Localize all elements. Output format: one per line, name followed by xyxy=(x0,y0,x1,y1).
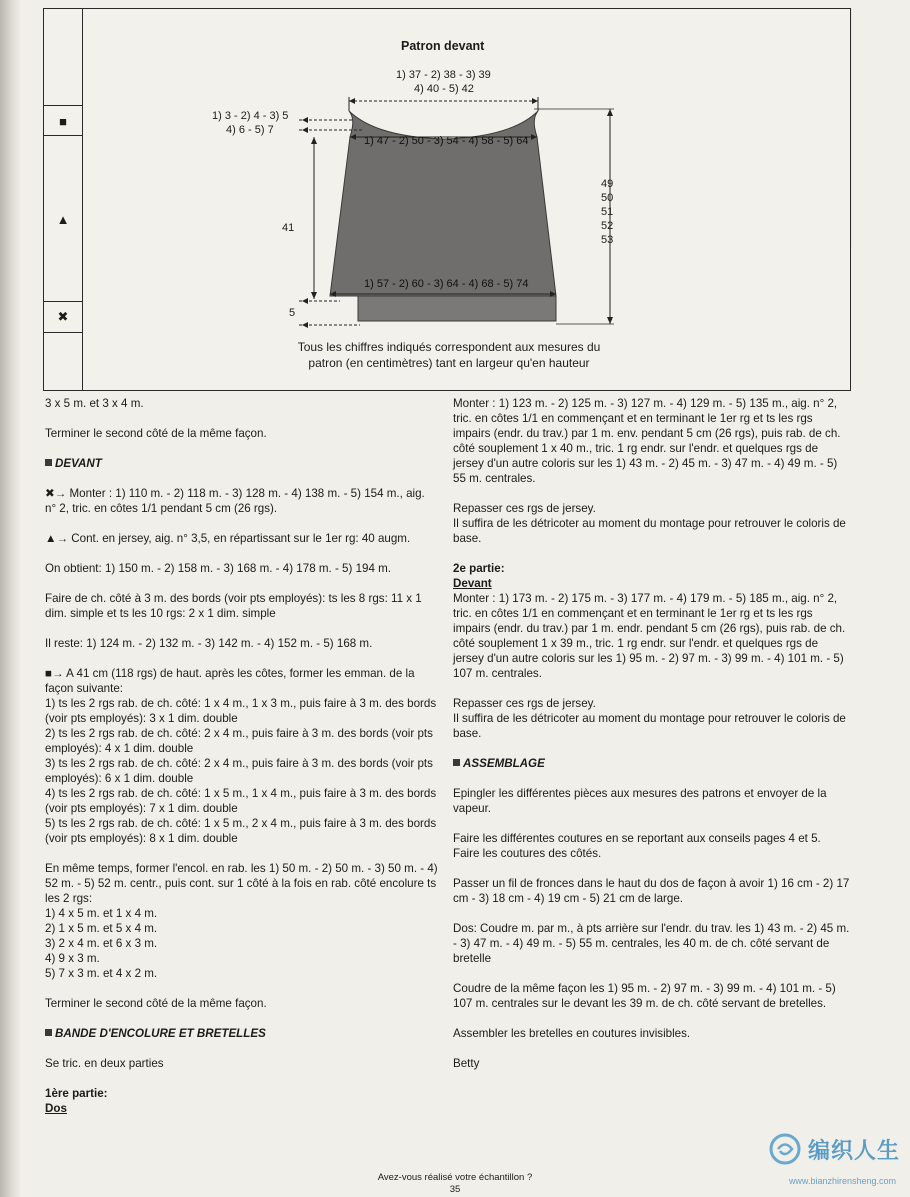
paragraph: Terminer le second côté de la même façon. xyxy=(45,997,267,1010)
paragraph: ■→ A 41 cm (118 rgs) de haut. après les côtes, former les emman. de la façon suivante: xyxy=(45,667,415,695)
footer-question: Avez-vous réalisé votre échantillon ? xyxy=(377,1172,533,1183)
top-width-label: 1) 47 - 2) 50 - 3) 54 - 4) 58 - 5) 64 xyxy=(364,135,529,147)
list-item: 4) 9 x 3 m. xyxy=(45,952,100,965)
paragraph: Il reste: 1) 124 m. - 2) 132 m. - 3) 142 m. - 4) 152 m. - 5) 168 m. xyxy=(45,637,373,650)
heading-square-icon xyxy=(45,1029,52,1036)
diagram-caption xyxy=(249,339,649,371)
paragraph: Faire de ch. côté à 3 m. des bords (voir pts employés): ts les 8 rgs: 11 x 1 dim. simple et ts les 10 rgs: 2 x 1 dim. simple xyxy=(45,592,422,620)
paragraph: Coudre de la même façon les 1) 95 m. - 2) 97 m. - 3) 99 m. - 4) 101 m. - 5) 107 m. centrales sur le devant les 39 m. de ch. côté servant de bretelles. xyxy=(453,982,836,1010)
section-heading-bande: BANDE D'ENCOLURE ET BRETELLES xyxy=(45,1026,438,1041)
subheading: Devant xyxy=(453,577,492,590)
diagram-title: Patron devant xyxy=(401,39,485,53)
square-symbol-icon: ■ xyxy=(59,113,67,129)
heading-square-icon xyxy=(45,459,52,466)
neck-width-label-2: 4) 40 - 5) 42 xyxy=(414,83,474,95)
subheading: 1ère partie: xyxy=(45,1087,108,1100)
section-heading-assemblage: ASSEMBLAGE xyxy=(453,756,850,771)
subheading: Dos xyxy=(45,1102,67,1115)
pattern-shape xyxy=(44,9,852,392)
watermark-url: www.bianzhirensheng.com xyxy=(788,1176,896,1186)
paragraph: Faire les coutures des côtés. xyxy=(453,847,602,860)
paragraph: Monter : 1) 173 m. - 2) 175 m. - 3) 177 m. - 4) 179 m. - 5) 185 m., aig. n° 2, tric. en côtes 1/1 en commençant et en terminant le 1er rg et ts les rgs impairs (endr. du trav.) par 1 m. endr. pendant 5 cm (26 rgs), puis rab. de ch. côté souplement 1 x 39 m., tric. 1 rg endr. sur l'endr. et quelques rgs de jersey d'un autre coloris sur les 1) 95 m. - 2) 97 m. - 3) 99 m. - 4) 101 m. - 5) 107 m. centrales. xyxy=(453,592,846,680)
paragraph: Il suffira de les détricoter au moment du montage pour retrouver le coloris de base. xyxy=(453,712,846,740)
paragraph: 3 x 5 m. et 3 x 4 m. xyxy=(45,397,144,410)
paragraph: Se tric. en deux parties xyxy=(45,1057,164,1070)
left-column xyxy=(45,396,438,1116)
paragraph: Repasser ces rgs de jersey. xyxy=(453,502,596,515)
paragraph: Monter : 1) 123 m. - 2) 125 m. - 3) 127 m. - 4) 129 m. - 5) 135 m., aig. n° 2, tric. en côtes 1/1 en commençant et en terminant le 1er rg et ts les rgs impairs (endr. du trav.) par 1 m. env. pendant 5 cm (26 rgs), puis rab. de ch. côté souplement 1 x 40 m., tric. 1 rg endr. sur l'endr. et quelques rgs de jersey d'un autre coloris sur les 1) 43 m. - 2) 45 m. - 3) 47 m. - 4) 49 m. - 5) 55 m. centrales. xyxy=(453,397,841,485)
caption-line: Tous les chiffres indiqués correspondent aux mesures du xyxy=(297,340,601,354)
signature: Betty xyxy=(453,1057,480,1070)
paragraph: Terminer le second côté de la même façon. xyxy=(45,427,267,440)
height-value: 52 xyxy=(601,220,614,232)
list-item: 1) 4 x 5 m. et 1 x 4 m. xyxy=(45,907,158,920)
paragraph: 2) ts les 2 rgs rab. de ch. côté: 2 x 4 m., puis faire à 3 m. des bords (voir pts employés): 4 x 1 dim. double xyxy=(45,727,433,755)
watermark-text: 编织人生 xyxy=(807,1137,900,1163)
paragraph: Assembler les bretelles en coutures invisibles. xyxy=(453,1027,691,1040)
subheading: 2e partie: xyxy=(453,562,505,575)
watermark-swirl-icon xyxy=(768,1132,802,1166)
paragraph: Dos: Coudre m. par m., à pts arrière sur l'endr. du trav. les 1) 43 m. - 2) 45 m. - 3) 47 m. - 4) 49 m. - 5) 55 m. centrales, les 40 m. de ch. côté servant de bretelle xyxy=(453,922,850,965)
height-value: 50 xyxy=(601,192,614,204)
paragraph: 3) ts les 2 rgs rab. de ch. côté: 2 x 4 m., puis faire à 3 m. des bords (voir pts employés): 6 x 1 dim. double xyxy=(45,757,433,785)
list-item: 2) 1 x 5 m. et 5 x 4 m. xyxy=(45,922,158,935)
list-item: 3) 2 x 4 m. et 6 x 3 m. xyxy=(45,937,158,950)
paragraph: 1) ts les 2 rgs rab. de ch. côté: 1 x 4 m., 1 x 3 m., puis faire à 3 m. des bords (voir pts employés): 3 x 1 dim. double xyxy=(45,697,437,725)
watermark-logo xyxy=(768,1132,900,1166)
height-value: 53 xyxy=(601,234,614,246)
list-item: 5) 7 x 3 m. et 4 x 2 m. xyxy=(45,967,158,980)
heading-square-icon xyxy=(453,759,460,766)
page-binding-shadow xyxy=(0,0,20,1197)
rib-height-label: 5 xyxy=(289,307,296,319)
paragraph: 5) ts les 2 rgs rab. de ch. côté: 1 x 5 m., 2 x 4 m., puis faire à 3 m. des bords (voir pts employés): 8 x 1 dim. double xyxy=(45,817,437,845)
rib-band-shape xyxy=(358,296,556,321)
paragraph: Repasser ces rgs de jersey. xyxy=(453,697,596,710)
paragraph: Faire les différentes coutures en se reportant aux conseils pages 4 et 5. xyxy=(453,832,821,845)
paragraph: Epingler les différentes pièces aux mesures des patrons et envoyer de la vapeur. xyxy=(453,787,827,815)
paragraph: En même temps, former l'encol. en rab. les 1) 50 m. - 2) 50 m. - 3) 50 m. - 4) 52 m. - 5) 52 m. centr., puis cont. sur 1 côté à la fois en rab. côté encolure ts les 2 rgs: xyxy=(45,862,438,905)
paragraph: Il suffira de les détricoter au moment du montage pour retrouver le coloris de base. xyxy=(453,517,846,545)
front-pattern-diagram xyxy=(43,8,851,391)
triangle-symbol-icon: ▲ xyxy=(56,211,70,227)
paragraph: ✖→ Monter : 1) 110 m. - 2) 118 m. - 3) 128 m. - 4) 138 m. - 5) 154 m., aig. n° 2, tric. en côtes 1/1 pendant 5 cm (26 rgs). xyxy=(45,487,425,515)
height-value: 51 xyxy=(601,206,614,218)
right-heights-list xyxy=(601,177,613,247)
cross-symbol-icon: ✖ xyxy=(57,309,69,324)
right-column xyxy=(453,396,850,1086)
paragraph: Passer un fil de fronces dans le haut du dos de façon à avoir 1) 16 cm - 2) 17 cm - 3) 18 cm - 4) 19 cm - 5) 21 cm de large. xyxy=(453,877,850,905)
shoulder-height-label-2: 4) 6 - 5) 7 xyxy=(226,124,274,136)
caption-line: patron (en centimètres) tant en largeur qu'en hauteur xyxy=(308,356,590,370)
page-number: 35 xyxy=(449,1184,461,1195)
paragraph: ▲→ Cont. en jersey, aig. n° 3,5, en répartissant sur le 1er rg: 40 augm. xyxy=(45,532,411,545)
neck-width-label-1: 1) 37 - 2) 38 - 3) 39 xyxy=(396,69,491,81)
paragraph: On obtient: 1) 150 m. - 2) 158 m. - 3) 168 m. - 4) 178 m. - 5) 194 m. xyxy=(45,562,392,575)
height-value: 49 xyxy=(601,178,614,190)
height-41-label: 41 xyxy=(282,222,295,234)
bottom-width-label: 1) 57 - 2) 60 - 3) 64 - 4) 68 - 5) 74 xyxy=(364,278,529,290)
section-heading-devant: DEVANT xyxy=(45,456,438,471)
paragraph: 4) ts les 2 rgs rab. de ch. côté: 1 x 5 m., 1 x 4 m., puis faire à 3 m. des bords (voir pts employés): 7 x 1 dim. double xyxy=(45,787,437,815)
shoulder-height-label-1: 1) 3 - 2) 4 - 3) 5 xyxy=(212,110,289,122)
